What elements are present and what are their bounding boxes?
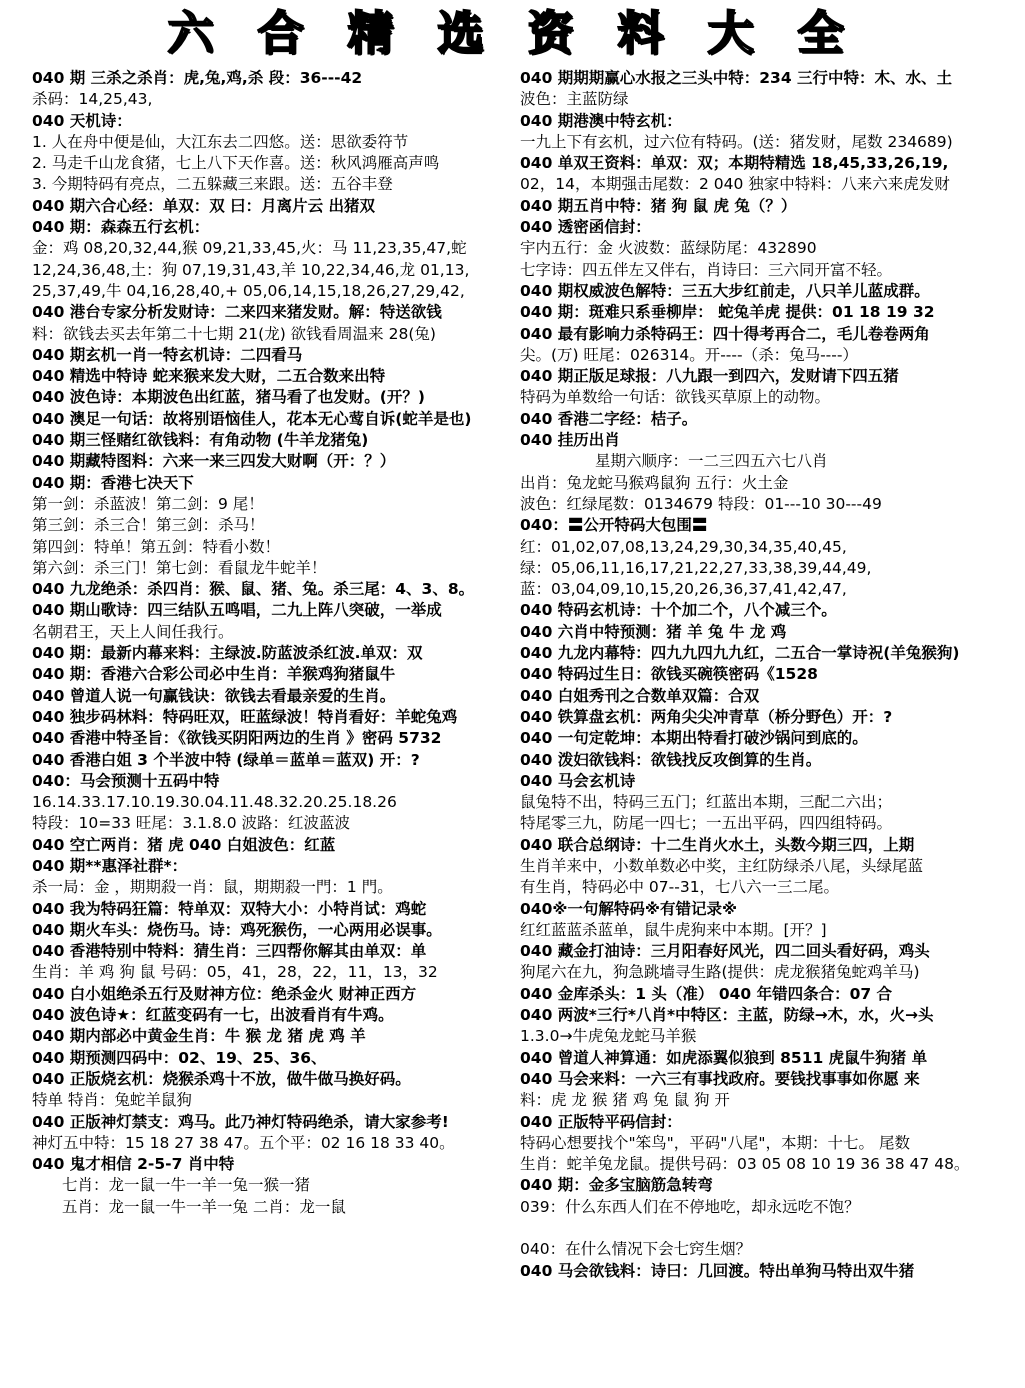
right-text-line: 波色：主蓝防绿 [520, 90, 629, 109]
left-text-line: 040 香港中特圣旨：《欲钱买阴阳两边的生肖 》密码 5732 [32, 729, 442, 748]
left-text-line: 040 期火车头：烧伤马。诗：鸡死猴伤，一心两用必误事。 [32, 920, 442, 939]
left-text-line: 040 正版烧玄机：烧猴杀鸡十不放，做牛做马换好码。 [32, 1069, 411, 1088]
right-text-line: 生肖：蛇羊兔龙鼠。提供号码：03 05 08 10 19 36 38 47 48。 [520, 1155, 970, 1174]
right-text-line: 040 期期期赢心水报之三头中特：234 三行中特：木、水、土 [520, 69, 953, 87]
left-text-line: 五肖：龙一鼠一牛一羊一兔 二肖：龙一鼠 [62, 1197, 346, 1216]
left-text-line: 名朝君王，天上人间任我行。 [32, 622, 234, 641]
right-text-line: 040 单双王资料：单双：双；本期特精选 18,45,33,26,19, [520, 154, 949, 173]
left-text-line: 第三剑：杀三合！第三剑：杀马！ [32, 516, 265, 535]
right-text-line: 039：什么东西人们在不停地吃，却永远吃不饱？ [520, 1197, 860, 1216]
left-text-line: 神灯五中特：15 18 27 38 47。五个平：02 16 18 33 40。 [32, 1133, 455, 1152]
right-text-line: 星期六顺序：一二三四五六七八肖 [595, 452, 828, 471]
left-text-line: 特段：10=33 旺尾：3.1.8.0 波路：红波蓝波 [32, 814, 351, 833]
left-text-line: 040 天机诗： [32, 111, 132, 130]
left-text-line: 040 空亡两肖：猪 虎 040 白姐波色：红蓝 [32, 835, 336, 854]
right-text-line: 040 曾道人神算通：如虎添翼似狼到 8511 虎鼠牛狗猪 单 [520, 1048, 928, 1067]
right-text-line: 红红蓝蓝杀蓝单，鼠牛虎狗来中本期。[开？] [520, 920, 827, 939]
right-text-line: 040 期：金多宝脑筋急转弯 [520, 1176, 713, 1195]
right-text-line: 040 马会来料：一六三有事找政府。要钱找事事如你愿 来 [520, 1069, 920, 1088]
left-text-line: 第一剑：杀蓝波！第二剑：9 尾！ [32, 494, 264, 513]
left-text-line: 040 精选中特诗 蛇来猴来发大财，二五合数来出特 [32, 367, 386, 386]
left-text-line: 杀一局：金 ，期期殺一肖：鼠，期期殺一門：1 門。 [32, 878, 393, 897]
left-text-line: 040 曾道人说一句赢钱诀：欲钱去看最亲爱的生肖。 [32, 686, 396, 705]
left-text-line: 040 独步码林料：特码旺双，旺蓝绿波！特肖看好：羊蛇兔鸡 [32, 707, 458, 726]
left-text-line: 040 香港特别中特料：猜生肖：三四帮你解其由单双：单 [32, 942, 427, 961]
left-text-line: 特单 特肖：兔蛇羊鼠狗 [32, 1091, 192, 1110]
left-text-line: 第四剑：特单！第五剑：特看小数！ [32, 537, 281, 556]
right-text-line: 040 香港二字经：桔子。 [520, 409, 698, 428]
left-text-line: 040 期藏特图料：六来一来三四发大财啊（开：？） [32, 452, 396, 471]
right-text-line: 1.3.0→牛虎兔龙蛇马羊猴 [520, 1027, 697, 1046]
left-text-line: 040 期内部必中黄金生肖：牛 猴 龙 猪 虎 鸡 羊 [32, 1027, 366, 1046]
left-text-line: 040 波色诗★：红蓝变码有一七，出波看肖有牛鸡。 [32, 1006, 394, 1025]
right-text-line: 尖。(万) 旺尾：026314。开----（杀：兔马----） [520, 345, 858, 364]
right-text-line: 040 期权威波色解特：三五大步红前走，八只羊儿蓝成群。 [520, 281, 930, 300]
left-text-line: 生肖：羊 鸡 狗 鼠 号码：05，41，28，22，11，13，32 [32, 963, 438, 982]
right-text-line [520, 1218, 1010, 1239]
left-text-line: 040 期预测四码中：02、19、25、36、 [32, 1048, 327, 1067]
left-text-line: 040 期山歌诗：四三结队五鸣唱，二九上阵八突破，一举成 [32, 601, 442, 620]
right-text-line: 040：〓公开特码大包围〓 [520, 516, 708, 535]
right-text-line: 040 最有影响力杀特码王：四十得考再合二，毛儿卷卷两角 [520, 324, 930, 343]
right-text-line: 宇内五行：金 火波数：蓝绿防尾：432890 [520, 239, 817, 258]
left-text-line: 七肖：龙一鼠一牛一羊一兔一猴一猪 [62, 1176, 311, 1195]
left-text-line: 040 期玄机一肖一特玄机诗：二四看马 [32, 345, 303, 364]
right-text-line: 鼠兔特不出，特码三五门；红蓝出本期，三配二六出； [520, 793, 893, 812]
right-text-line: 特码心想要找个"笨鸟"，平码"八尾"，本期：十七。 尾数 [520, 1133, 910, 1152]
left-text-line: 040 港台专家分析发财诗：二来四来猪发财。解：特送欲钱 [32, 303, 442, 322]
left-text-line: 040 我为特码狂篇：特单双：双特大小：小特肖试：鸡蛇 [32, 899, 427, 918]
right-text-line: 040 联合总纲诗：十二生肖火水土，头数今期三四，上期 [520, 835, 915, 854]
right-text-line: 040 透密函信封： [520, 218, 651, 237]
left-text-line: 040 澳足一句话：故将别语恼佳人，花本无心莺自诉(蛇羊是也) [32, 409, 472, 428]
left-text-line: 040 期：最新内幕来料：主绿波.防蓝波杀红波.单双：双 [32, 644, 423, 663]
right-text-line: 出肖：兔龙蛇马猴鸡鼠狗 五行：火土金 [520, 473, 789, 492]
left-text-line: 040 期：香港七决天下 [32, 473, 194, 492]
right-text-line: 040：在什么情况下会七窍生烟？ [520, 1240, 752, 1259]
left-text-line: 第六剑：杀三门！第七剑：看鼠龙牛蛇羊！ [32, 558, 327, 577]
left-text-line: 040 白小姐绝杀五行及财神方位：绝杀金火 财神正西方 [32, 984, 417, 1003]
left-text-line: 2. 马走千山龙食猪，七上八下天作喜。送：秋风鸿雁高声鸣 [32, 154, 440, 173]
left-text-line: 16.14.33.17.10.19.30.04.11.48.32.20.25.18.26 [32, 793, 397, 812]
right-text-line: 040 期五肖中特：猪 狗 鼠 虎 兔（？） [520, 196, 797, 215]
left-text-line: 040 香港白姐 3 个半波中特 (绿单＝蓝单＝蓝双) 开：? [32, 750, 420, 769]
right-text-line: 有生肖，特码必中 07--31，七八六一三二尾。 [520, 878, 840, 897]
right-text-line: 040 特码过生日：欲钱买碗筷密码《1528 [520, 665, 818, 684]
left-text-line: 040 期：香港六合彩公司必中生肖：羊猴鸡狗猪鼠牛 [32, 665, 396, 684]
left-text-line: 料：欲钱去买去年第二十七期 21(龙) 欲钱看周温来 28(兔) [32, 324, 436, 343]
left-text-line: 040 期 三杀之杀肖：虎,兔,鸡,杀 段：36---42 [32, 69, 363, 87]
left-text-line: 杀码：14,25,43, [32, 90, 153, 109]
right-text-line: 040 期港澳中特玄机： [520, 111, 682, 130]
left-text-line: 040 期六合心经：单双：双 曰：月离片云 出猪双 [32, 196, 376, 215]
right-text-line: 特尾零三九，防尾一四七；一五出平码，四四组特码。 [520, 814, 893, 833]
right-text-line: 特码为单数给一句话：欲钱买草原上的动物。 [520, 388, 831, 407]
left-text-line: 040 期**惠泽社群*： [32, 856, 188, 875]
left-text-line: 040 正版神灯禁支：鸡马。此乃神灯特码绝杀，请大家参考! [32, 1112, 449, 1131]
right-text-line: 040 特码玄机诗：十个加二个，八个减三个。 [520, 601, 837, 620]
right-text-line: 料：虎 龙 猴 猪 鸡 兔 鼠 狗 开 [520, 1091, 730, 1110]
left-text-line: 金：鸡 08,20,32,44,猴 09,21,33,45,火：马 11,23,35,47,蛇 [32, 239, 467, 258]
right-text-line: 040 九龙内幕特：四九九四九九红，二五合一掌诗祝(羊兔猴狗) [520, 644, 960, 663]
right-text-line: 绿：05,06,11,16,17,21,22,27,33,38,39,44,49, [520, 558, 872, 577]
right-text-line: 040 藏金打油诗：三月阳春好风光，四二回头看好码，鸡头 [520, 942, 930, 961]
left-text-line: 1. 人在舟中便是仙，大江东去二四悠。送：思欲委符节 [32, 132, 409, 151]
right-text-line: 02，14，本期强击尾数：2 040 独家中特料：八来六来虎发财 [520, 175, 950, 194]
left-text-line: 040 波色诗：本期波色出红蓝，猪马看了也发财。(开？) [32, 388, 425, 407]
left-column [32, 68, 524, 1218]
right-text-line: 040 期：斑难只系垂柳岸： 蛇兔羊虎 提供：01 18 19 32 [520, 303, 935, 322]
right-text-line: 040 两波*三行*八肖*中特区：主蓝，防绿→木，水，火→头 [520, 1006, 934, 1025]
left-text-line: 040 期：森森五行玄机： [32, 218, 210, 237]
left-text-line: 040 期三怪赌红欲钱料：有角动物 (牛羊龙猪兔) [32, 431, 369, 450]
left-text-line: 25,37,49,牛 04,16,28,40,+ 05,06,14,15,18,26,27,29,42, [32, 281, 465, 300]
right-text-line: 040 一句定乾坤：本期出特看打破沙锅问到底的。 [520, 729, 868, 748]
right-text-line: 七字诗：四五伴左又伴右，肖诗曰：三六同开富不轻。 [520, 260, 893, 279]
page-title: 六 合 精 选 资 料 大 全 [167, 6, 858, 60]
right-text-line: 一九上下有玄机，过六位有特码。(送：猪发财，尾数 234689) [520, 132, 953, 151]
left-text-line: 040 九龙绝杀：杀四肖：猴、鼠、猪、兔。杀三尾：4、3、8。 [32, 580, 475, 599]
left-text-line: 040：马会预测十五码中特 [32, 771, 220, 790]
left-text-line: 3. 今期特码有亮点，二五躲藏三来跟。送：五谷丰登 [32, 175, 393, 194]
right-text-line: 040 挂历出肖 [520, 431, 620, 450]
right-text-line: 生肖羊来中，小数单数必中奖，主红防绿杀八尾，头绿尾蓝 [520, 856, 924, 875]
left-text-line: 12,24,36,48,土：狗 07,19,31,43,羊 10,22,34,46,龙 01,13, [32, 260, 470, 279]
right-text-line: 040 马会玄机诗 [520, 771, 636, 790]
right-text-line: 红：01,02,07,08,13,24,29,30,34,35,40,45, [520, 537, 847, 556]
right-text-line: 040 金库杀头：1 头（准） 040 年错四条合：07 合 [520, 984, 893, 1003]
right-text-line: 040※一句解特码※有错记录※ [520, 899, 738, 918]
right-column [520, 68, 1010, 1282]
right-text-line: 040 马会欲钱料：诗曰：几回渡。特出单狗马特出双牛猪 [520, 1261, 915, 1280]
right-text-line: 040 铁算盘玄机：两角尖尖冲青草（桥分野色）开：? [520, 707, 893, 726]
right-text-line: 040 正版特平码信封： [520, 1112, 682, 1131]
right-text-line: 040 白姐秀刊之合数单双篇：合双 [520, 686, 760, 705]
right-text-line: 040 六肖中特预测：猪 羊 兔 牛 龙 鸡 [520, 622, 787, 641]
left-text-line: 040 鬼才相信 2-5-7 肖中特 [32, 1155, 235, 1174]
right-text-line: 蓝：03,04,09,10,15,20,26,36,37,41,42,47, [520, 580, 847, 599]
right-text-line: 狗尾六在九，狗急跳墙寻生路(提供：虎龙猴猪兔蛇鸡羊马) [520, 963, 920, 982]
right-text-line: 040 泼妇欲钱料：欲钱找反攻倒算的生肖。 [520, 750, 822, 769]
right-text-line: 040 期正版足球报：八九跟一到四六，发财请下四五猪 [520, 367, 899, 386]
right-text-line: 波色：红绿尾数：0134679 特段：01---10 30---49 [520, 494, 882, 513]
